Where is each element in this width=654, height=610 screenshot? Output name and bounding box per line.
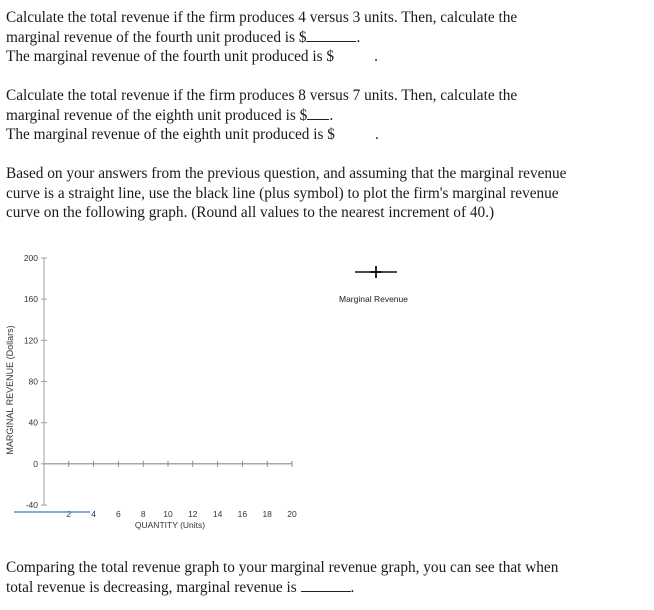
marginal-revenue-graph	[0, 245, 654, 535]
question-1-line-3: The marginal revenue of the fourth unit produced is $ .	[6, 48, 378, 65]
x-tick-label: 4	[91, 509, 96, 519]
question-4-line-2: total revenue is decreasing, marginal revenue is .	[6, 578, 355, 596]
legend-label: Marginal Revenue	[339, 294, 408, 304]
fill-in-blank-4[interactable]	[301, 579, 351, 592]
question-3-line-3: curve on the following graph. (Round all values to the nearest increment of 40.)	[6, 204, 495, 221]
question-3-line-1: Based on your answers from the previous question, and assuming that the marginal revenue	[6, 165, 567, 182]
y-axis-label: MARGINAL REVENUE (Dollars)	[5, 325, 15, 455]
y-tick-label: 120	[23, 335, 38, 346]
x-tick-label: 14	[212, 509, 223, 519]
question-1	[6, 8, 614, 67]
fill-in-blank-1[interactable]	[306, 29, 356, 42]
x-tick-label: 20	[287, 509, 297, 519]
question-2-line-3: The marginal revenue of the eighth unit produced is $ .	[6, 126, 379, 143]
x-tick-label: 12	[188, 509, 198, 519]
x-axis-label: QUANTITY (Units)	[134, 520, 206, 530]
chart-canvas[interactable]	[0, 245, 654, 535]
question-2-line-1: Calculate the total revenue if the firm produces 8 versus 7 units. Then, calculate the	[6, 87, 518, 104]
chart-legend[interactable]	[339, 266, 408, 304]
question-1-line-1: Calculate the total revenue if the firm produces 4 versus 3 units. Then, calculate the	[6, 9, 518, 26]
x-tick-label: 2	[66, 509, 72, 519]
question-4	[6, 558, 614, 597]
y-tick-label: 200	[23, 253, 38, 263]
question-2-line-2: marginal revenue of the eighth unit produced is $ .	[6, 106, 334, 124]
question-2	[6, 86, 614, 145]
x-tick-label: 6	[116, 509, 121, 519]
y-tick-label: 80	[28, 376, 38, 387]
y-tick-label: 0	[33, 458, 38, 469]
question-4-line-1: Comparing the total revenue graph to your marginal revenue graph, you can see that when	[6, 559, 559, 576]
question-1-line-2: marginal revenue of the fourth unit produced is $ .	[6, 28, 361, 46]
question-3	[6, 164, 614, 223]
x-tick-label: 10	[163, 509, 173, 519]
fill-in-blank-2[interactable]	[307, 107, 329, 120]
question-3-line-2: curve is a straight line, use the black line (plus symbol) to plot the firm's marginal revenue	[6, 184, 559, 202]
x-tick-label: 16	[237, 509, 248, 519]
x-tick-label: 8	[140, 509, 146, 519]
y-tick-label: -40	[25, 500, 38, 510]
y-tick-label: 40	[28, 417, 38, 428]
x-tick-label: 18	[262, 509, 272, 519]
y-tick-label: 160	[23, 294, 38, 305]
